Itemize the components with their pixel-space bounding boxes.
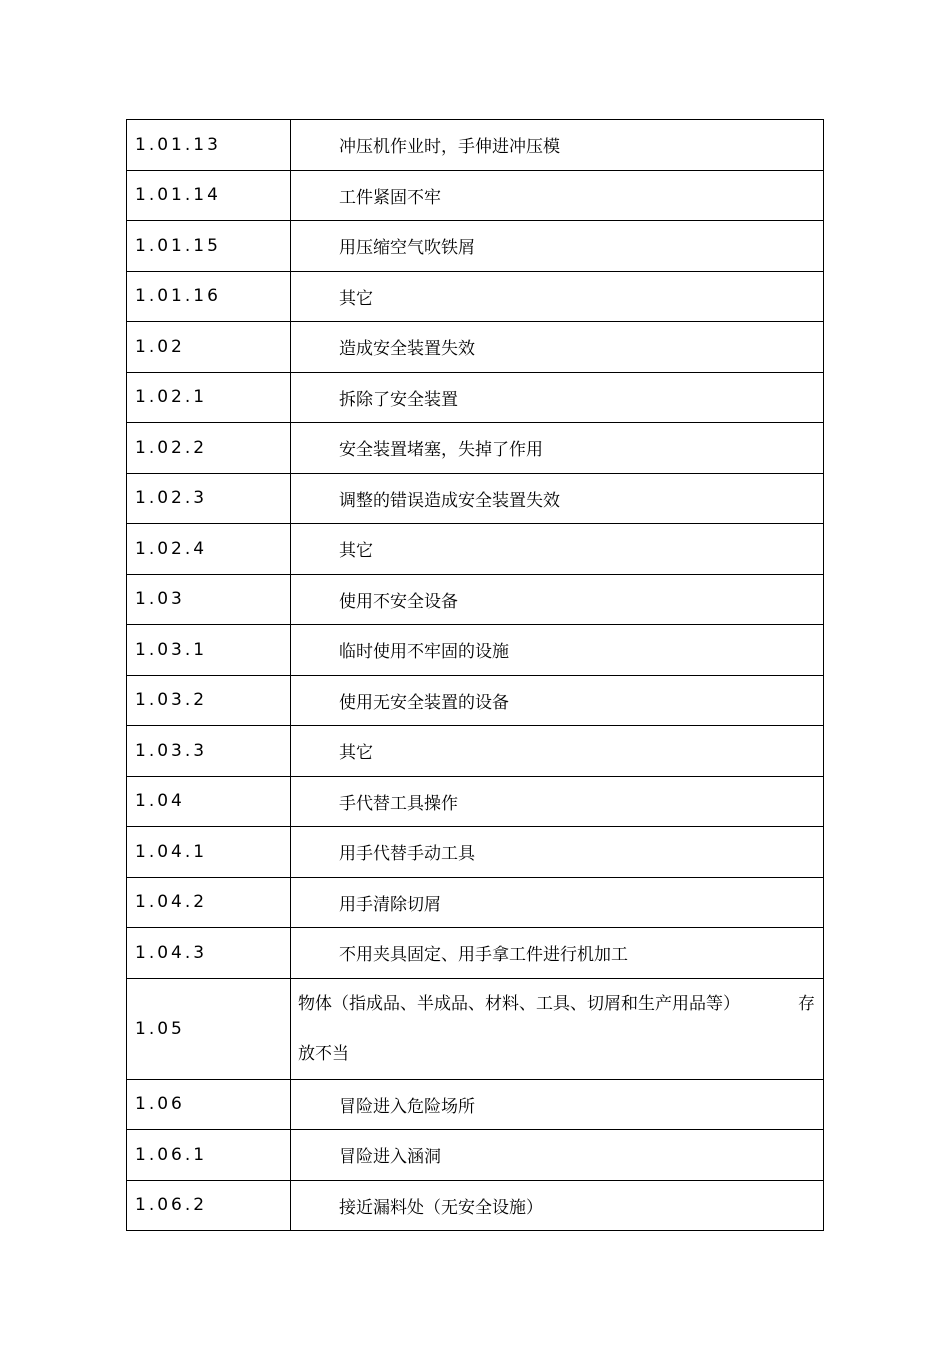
row-code: 1.02: [127, 322, 291, 373]
table-row: [127, 322, 824, 373]
table-row: [127, 827, 824, 878]
row-description: 不用夹具固定、用手拿工件进行机加工: [291, 928, 824, 979]
row-code: 1.01.13: [127, 120, 291, 171]
row-description: 拆除了安全装置: [291, 372, 824, 423]
row-description: 安全装置堵塞，失掉了作用: [291, 423, 824, 474]
description-line-1: [298, 979, 815, 1029]
table-row: [127, 877, 824, 928]
row-code: 1.03.2: [127, 675, 291, 726]
row-code: 1.04.2: [127, 877, 291, 928]
row-code: 1.04: [127, 776, 291, 827]
row-description: 其它: [291, 726, 824, 777]
row-description: 用手代替手动工具: [291, 827, 824, 878]
table-row: [127, 473, 824, 524]
table-row: [127, 978, 824, 1079]
row-description: 造成安全装置失效: [291, 322, 824, 373]
row-code: 1.01.14: [127, 170, 291, 221]
table-row: [127, 625, 824, 676]
row-description: 手代替工具操作: [291, 776, 824, 827]
table-row: [127, 524, 824, 575]
table-row: [127, 1079, 824, 1130]
row-code: 1.03.3: [127, 726, 291, 777]
table-row: [127, 1130, 824, 1181]
row-description: [291, 978, 824, 1079]
description-text: 物体（指成品、半成品、材料、工具、切屑和生产用品等）: [298, 993, 740, 1014]
table-row: [127, 221, 824, 272]
description-text: 存: [798, 993, 815, 1014]
row-code: 1.02.4: [127, 524, 291, 575]
table-row: [127, 675, 824, 726]
table-row: [127, 423, 824, 474]
row-code: 1.03.1: [127, 625, 291, 676]
row-code: 1.06.2: [127, 1180, 291, 1231]
table-body: [127, 120, 824, 1231]
row-description: 用压缩空气吹铁屑: [291, 221, 824, 272]
table-row: [127, 1180, 824, 1231]
table-row: [127, 170, 824, 221]
row-description: 接近漏料处（无安全设施）: [291, 1180, 824, 1231]
row-description: 使用不安全设备: [291, 574, 824, 625]
row-description: 临时使用不牢固的设施: [291, 625, 824, 676]
row-code: 1.02.1: [127, 372, 291, 423]
row-description: 其它: [291, 271, 824, 322]
row-description: 使用无安全装置的设备: [291, 675, 824, 726]
row-code: 1.05: [127, 978, 291, 1079]
row-code: 1.03: [127, 574, 291, 625]
row-code: 1.02.3: [127, 473, 291, 524]
table-row: [127, 726, 824, 777]
table-row: [127, 120, 824, 171]
row-code: 1.02.2: [127, 423, 291, 474]
row-description: 冲压机作业时，手伸进冲压模: [291, 120, 824, 171]
description-line-2: 放不当: [298, 1043, 349, 1064]
table-row: [127, 928, 824, 979]
row-description: 调整的错误造成安全装置失效: [291, 473, 824, 524]
row-code: 1.04.1: [127, 827, 291, 878]
unsafe-acts-table: [126, 119, 824, 1231]
row-description: 其它: [291, 524, 824, 575]
table-row: [127, 271, 824, 322]
row-code: 1.04.3: [127, 928, 291, 979]
table-row: [127, 372, 824, 423]
row-code: 1.01.16: [127, 271, 291, 322]
row-description: 工件紧固不牢: [291, 170, 824, 221]
row-description: 冒险进入涵洞: [291, 1130, 824, 1181]
row-description: 冒险进入危险场所: [291, 1079, 824, 1130]
row-code: 1.01.15: [127, 221, 291, 272]
table-row: [127, 776, 824, 827]
row-code: 1.06: [127, 1079, 291, 1130]
row-code: 1.06.1: [127, 1130, 291, 1181]
table-row: [127, 574, 824, 625]
row-description: 用手清除切屑: [291, 877, 824, 928]
